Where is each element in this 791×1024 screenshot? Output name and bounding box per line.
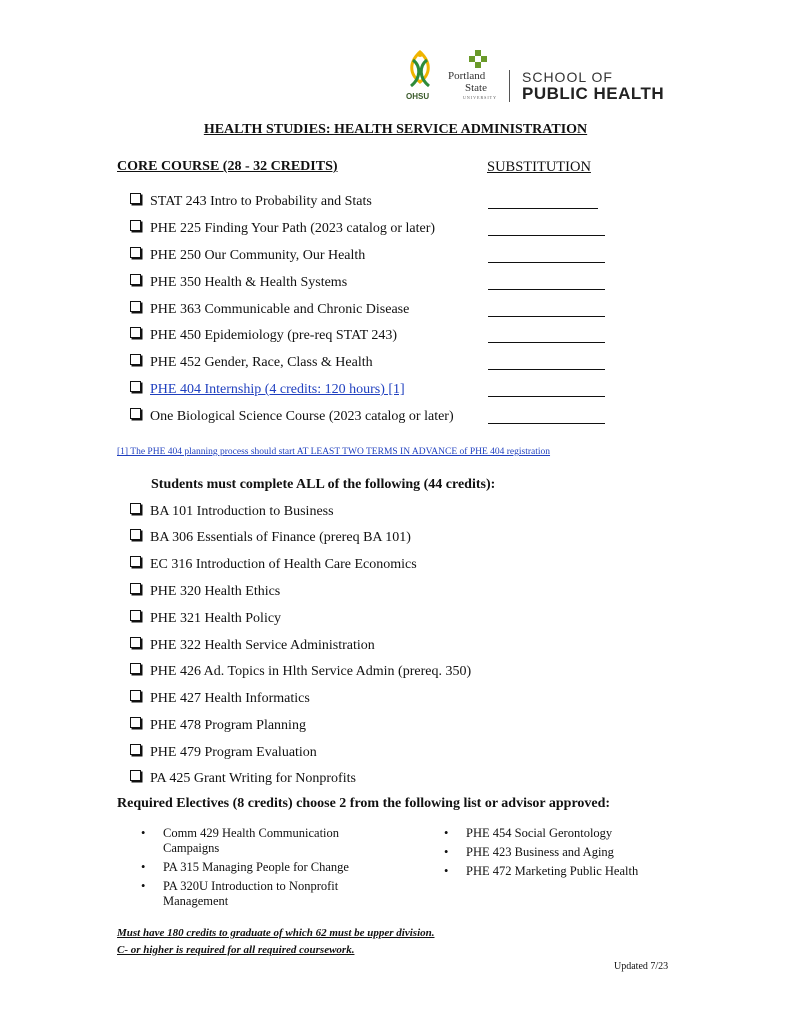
psu-line1: Portland	[448, 70, 486, 82]
core-course: PHE 450 Epidemiology (pre-req STAT 243)	[130, 328, 397, 344]
checkbox-icon[interactable]	[130, 220, 141, 231]
credits-note: Must have 180 credits to graduate of which 62 must be upper division.	[117, 927, 435, 939]
school-line2: PUBLIC HEALTH	[522, 84, 665, 103]
checkbox-icon[interactable]	[130, 717, 141, 728]
page-title: HEALTH STUDIES: HEALTH SERVICE ADMINISTRATION	[203, 122, 588, 137]
substitution-line[interactable]	[488, 316, 605, 317]
required-course: PHE 321 Health Policy	[130, 611, 281, 627]
checkbox-icon[interactable]	[130, 193, 141, 204]
core-course: PHE 225 Finding Your Path (2023 catalog or later)	[130, 221, 435, 237]
school-line1: SCHOOL OF	[522, 69, 613, 85]
bullet-icon: •	[141, 860, 146, 874]
core-heading: CORE COURSE (28 - 32 CREDITS)	[117, 159, 338, 174]
footnote-link[interactable]: [1] The PHE 404 planning process should start AT LEAST TWO TERMS IN ADVANCE of PHE 404 registration	[117, 447, 551, 457]
core-course: PHE 452 Gender, Race, Class & Health	[130, 355, 373, 371]
electives-heading: Required Electives (8 credits) choose 2 from the following list or advisor approved:	[117, 796, 611, 811]
substitution-line[interactable]	[488, 396, 605, 397]
required-course: PHE 479 Program Evaluation	[130, 745, 317, 761]
required-course: PHE 427 Health Informatics	[130, 691, 310, 707]
required-course: PHE 322 Health Service Administration	[130, 638, 375, 654]
checkbox-icon[interactable]	[130, 301, 141, 312]
substitution-heading: SUBSTITUTION	[487, 159, 591, 175]
checkbox-icon[interactable]	[130, 610, 141, 621]
psu-line3: UNIVERSITY	[463, 95, 497, 100]
substitution-line[interactable]	[488, 235, 605, 236]
elective-item: • PHE 423 Business and Aging	[444, 845, 614, 859]
checkbox-icon[interactable]	[130, 556, 141, 567]
core-course-internship	[130, 382, 405, 398]
checkbox-icon[interactable]	[130, 381, 141, 392]
required-heading: Students must complete ALL of the following (44 credits):	[151, 477, 496, 492]
checkbox-icon[interactable]	[130, 529, 141, 540]
checkbox-icon[interactable]	[130, 663, 141, 674]
substitution-line[interactable]	[488, 423, 605, 424]
psu-line2: State	[465, 82, 487, 94]
required-course: EC 316 Introduction of Health Care Economics	[130, 557, 417, 573]
updated-date: Updated 7/23	[614, 961, 669, 972]
elective-item: • PA 320U Introduction to Nonprofit Management	[141, 879, 339, 908]
checkbox-icon[interactable]	[130, 354, 141, 365]
checkbox-icon[interactable]	[130, 247, 141, 258]
required-course: PHE 320 Health Ethics	[130, 584, 280, 600]
bullet-icon: •	[141, 879, 146, 893]
logo-divider	[509, 70, 510, 102]
elective-item: • PA 315 Managing People for Change	[141, 860, 349, 874]
required-course: PHE 478 Program Planning	[130, 718, 306, 734]
required-course: BA 306 Essentials of Finance (prereq BA 101)	[130, 530, 411, 546]
checkbox-icon[interactable]	[130, 274, 141, 285]
elective-item: • Comm 429 Health Communication Campaigns	[141, 826, 340, 855]
substitution-line[interactable]	[488, 208, 598, 209]
checkbox-icon[interactable]	[130, 327, 141, 338]
bullet-icon: •	[141, 826, 146, 840]
checkbox-icon[interactable]	[130, 744, 141, 755]
elective-item: • PHE 472 Marketing Public Health	[444, 864, 639, 878]
ohsu-label: OHSU	[406, 92, 430, 101]
elective-item: • PHE 454 Social Gerontology	[444, 826, 613, 840]
bullet-icon: •	[444, 826, 449, 840]
checkbox-icon[interactable]	[130, 690, 141, 701]
internship-link[interactable]: PHE 404 Internship (4 credits: 120 hours) [1]	[150, 382, 405, 397]
substitution-line[interactable]	[488, 342, 605, 343]
grade-note: C- or higher is required for all required coursework.	[117, 944, 355, 956]
core-course: PHE 250 Our Community, Our Health	[130, 248, 365, 264]
core-course: STAT 243 Intro to Probability and Stats	[130, 194, 372, 210]
checkbox-icon[interactable]	[130, 503, 141, 514]
checkbox-icon[interactable]	[130, 583, 141, 594]
core-course: One Biological Science Course (2023 catalog or later)	[130, 409, 454, 425]
required-course: PA 425 Grant Writing for Nonprofits	[130, 771, 356, 787]
header-logos	[403, 48, 673, 104]
bullet-icon: •	[444, 845, 449, 859]
substitution-line[interactable]	[488, 369, 605, 370]
substitution-line[interactable]	[488, 289, 605, 290]
checkbox-icon[interactable]	[130, 637, 141, 648]
core-course: PHE 363 Communicable and Chronic Disease	[130, 302, 409, 318]
checkbox-icon[interactable]	[130, 770, 141, 781]
bullet-icon: •	[444, 864, 449, 878]
checkbox-icon[interactable]	[130, 408, 141, 419]
substitution-line[interactable]	[488, 262, 605, 263]
core-course: PHE 350 Health & Health Systems	[130, 275, 347, 291]
required-course: PHE 426 Ad. Topics in Hlth Service Admin (prereq. 350)	[130, 664, 471, 680]
required-course: BA 101 Introduction to Business	[130, 504, 334, 520]
